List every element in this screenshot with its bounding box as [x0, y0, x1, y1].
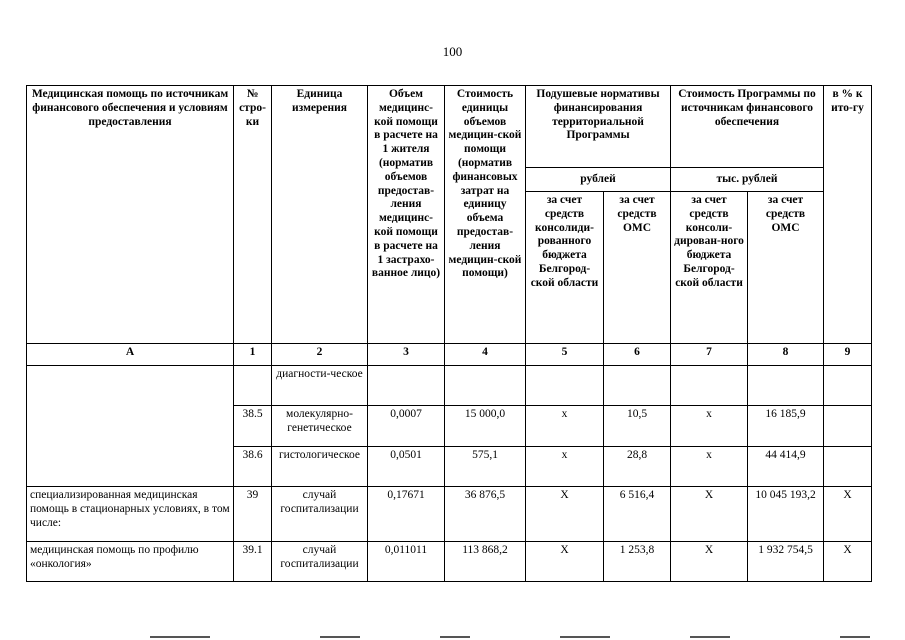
row-regional-budget-rub — [526, 366, 604, 406]
row-care-type — [27, 366, 234, 487]
page-number: 100 — [442, 44, 463, 59]
row-volume: 0,17671 — [368, 487, 445, 542]
col-number: 7 — [671, 344, 748, 366]
row-number: 39 — [234, 487, 272, 542]
row-regional-budget-rub: х — [526, 406, 604, 447]
row-oms-rub — [604, 366, 671, 406]
next-row-edge — [0, 632, 905, 640]
header-oms-thousand: за счет средств ОМС — [748, 192, 824, 344]
row-volume: 0,0007 — [368, 406, 445, 447]
col-number: А — [27, 344, 234, 366]
row-unit: молекулярно-генетическое — [272, 406, 368, 447]
row-unit: случай госпитализации — [272, 487, 368, 542]
col-number: 5 — [526, 344, 604, 366]
header-row-number: № стро-ки — [234, 86, 272, 344]
row-oms-thousand: 1 932 754,5 — [748, 542, 824, 582]
row-oms-thousand: 44 414,9 — [748, 447, 824, 487]
header-percent: в % к ито-гу — [824, 86, 872, 344]
row-percent: X — [824, 487, 872, 542]
row-oms-thousand: 16 185,9 — [748, 406, 824, 447]
row-oms-rub: 28,8 — [604, 447, 671, 487]
row-oms-rub: 6 516,4 — [604, 487, 671, 542]
header-unit-thousand-rubles: тыс. рублей — [671, 168, 824, 192]
row-volume: 0,011011 — [368, 542, 445, 582]
row-percent: X — [824, 542, 872, 582]
table-row — [27, 366, 872, 406]
row-unit-cost: 36 876,5 — [445, 487, 526, 542]
header-regional-budget-rub: за счет средств консолиди-рованного бюджета Белгород-ской области — [526, 192, 604, 344]
row-regional-budget-thousand: X — [671, 542, 748, 582]
row-regional-budget-rub: X — [526, 542, 604, 582]
row-regional-budget-rub: X — [526, 487, 604, 542]
col-number: 8 — [748, 344, 824, 366]
row-care-type: специализированная медицинская помощь в стационарных условиях, в том числе: — [27, 487, 234, 542]
row-percent — [824, 447, 872, 487]
row-unit: случай госпитализации — [272, 542, 368, 582]
row-regional-budget-thousand: х — [671, 406, 748, 447]
row-care-type: медицинская помощь по профилю «онкология» — [27, 542, 234, 582]
header-unit: Единица измерения — [272, 86, 368, 344]
row-number — [234, 366, 272, 406]
row-volume — [368, 366, 445, 406]
header-per-capita-group: Подушевые нормативы финансирования территориальной Программы — [526, 86, 671, 168]
row-regional-budget-thousand: X — [671, 487, 748, 542]
row-unit: диагности-ческое — [272, 366, 368, 406]
row-unit-cost: 15 000,0 — [445, 406, 526, 447]
col-number: 1 — [234, 344, 272, 366]
row-unit-cost — [445, 366, 526, 406]
row-oms-rub: 1 253,8 — [604, 542, 671, 582]
row-unit: гистологическое — [272, 447, 368, 487]
row-regional-budget-rub: х — [526, 447, 604, 487]
col-number: 6 — [604, 344, 671, 366]
header-unit-cost: Стоимость единицы объемов медицин-ской помощи (норматив финансовых затрат на единицу объема предостав-ления медицин-ской помощи) — [445, 86, 526, 344]
col-number: 3 — [368, 344, 445, 366]
row-volume: 0,0501 — [368, 447, 445, 487]
row-number: 39.1 — [234, 542, 272, 582]
col-number: 4 — [445, 344, 526, 366]
header-oms-rub: за счет средств ОМС — [604, 192, 671, 344]
row-unit-cost: 113 868,2 — [445, 542, 526, 582]
row-oms-thousand — [748, 366, 824, 406]
row-number: 38.5 — [234, 406, 272, 447]
col-number: 9 — [824, 344, 872, 366]
header-regional-budget-thousand: за счет средств консоли-дирован-ного бюджета Белгород-ской области — [671, 192, 748, 344]
row-oms-thousand: 10 045 193,2 — [748, 487, 824, 542]
header-volume: Объем медицинс-кой помощи в расчете на 1 жителя (норматив объемов предостав-ления медицинс-кой помощи в расчете на 1 застрахо-ванное лицо) — [368, 86, 445, 344]
row-number: 38.6 — [234, 447, 272, 487]
row-percent — [824, 366, 872, 406]
header-unit-rubles: рублей — [526, 168, 671, 192]
row-percent — [824, 406, 872, 447]
col-number: 2 — [272, 344, 368, 366]
table-row — [27, 487, 872, 542]
row-regional-budget-thousand — [671, 366, 748, 406]
financing-table — [26, 85, 872, 582]
header-program-cost-group: Стоимость Программы по источникам финансового обеспечения — [671, 86, 824, 168]
row-regional-budget-thousand: х — [671, 447, 748, 487]
header-care-type: Медицинская помощь по источникам финансового обеспечения и условиям предоставления — [27, 86, 234, 344]
table-row — [27, 542, 872, 582]
row-oms-rub: 10,5 — [604, 406, 671, 447]
row-unit-cost: 575,1 — [445, 447, 526, 487]
